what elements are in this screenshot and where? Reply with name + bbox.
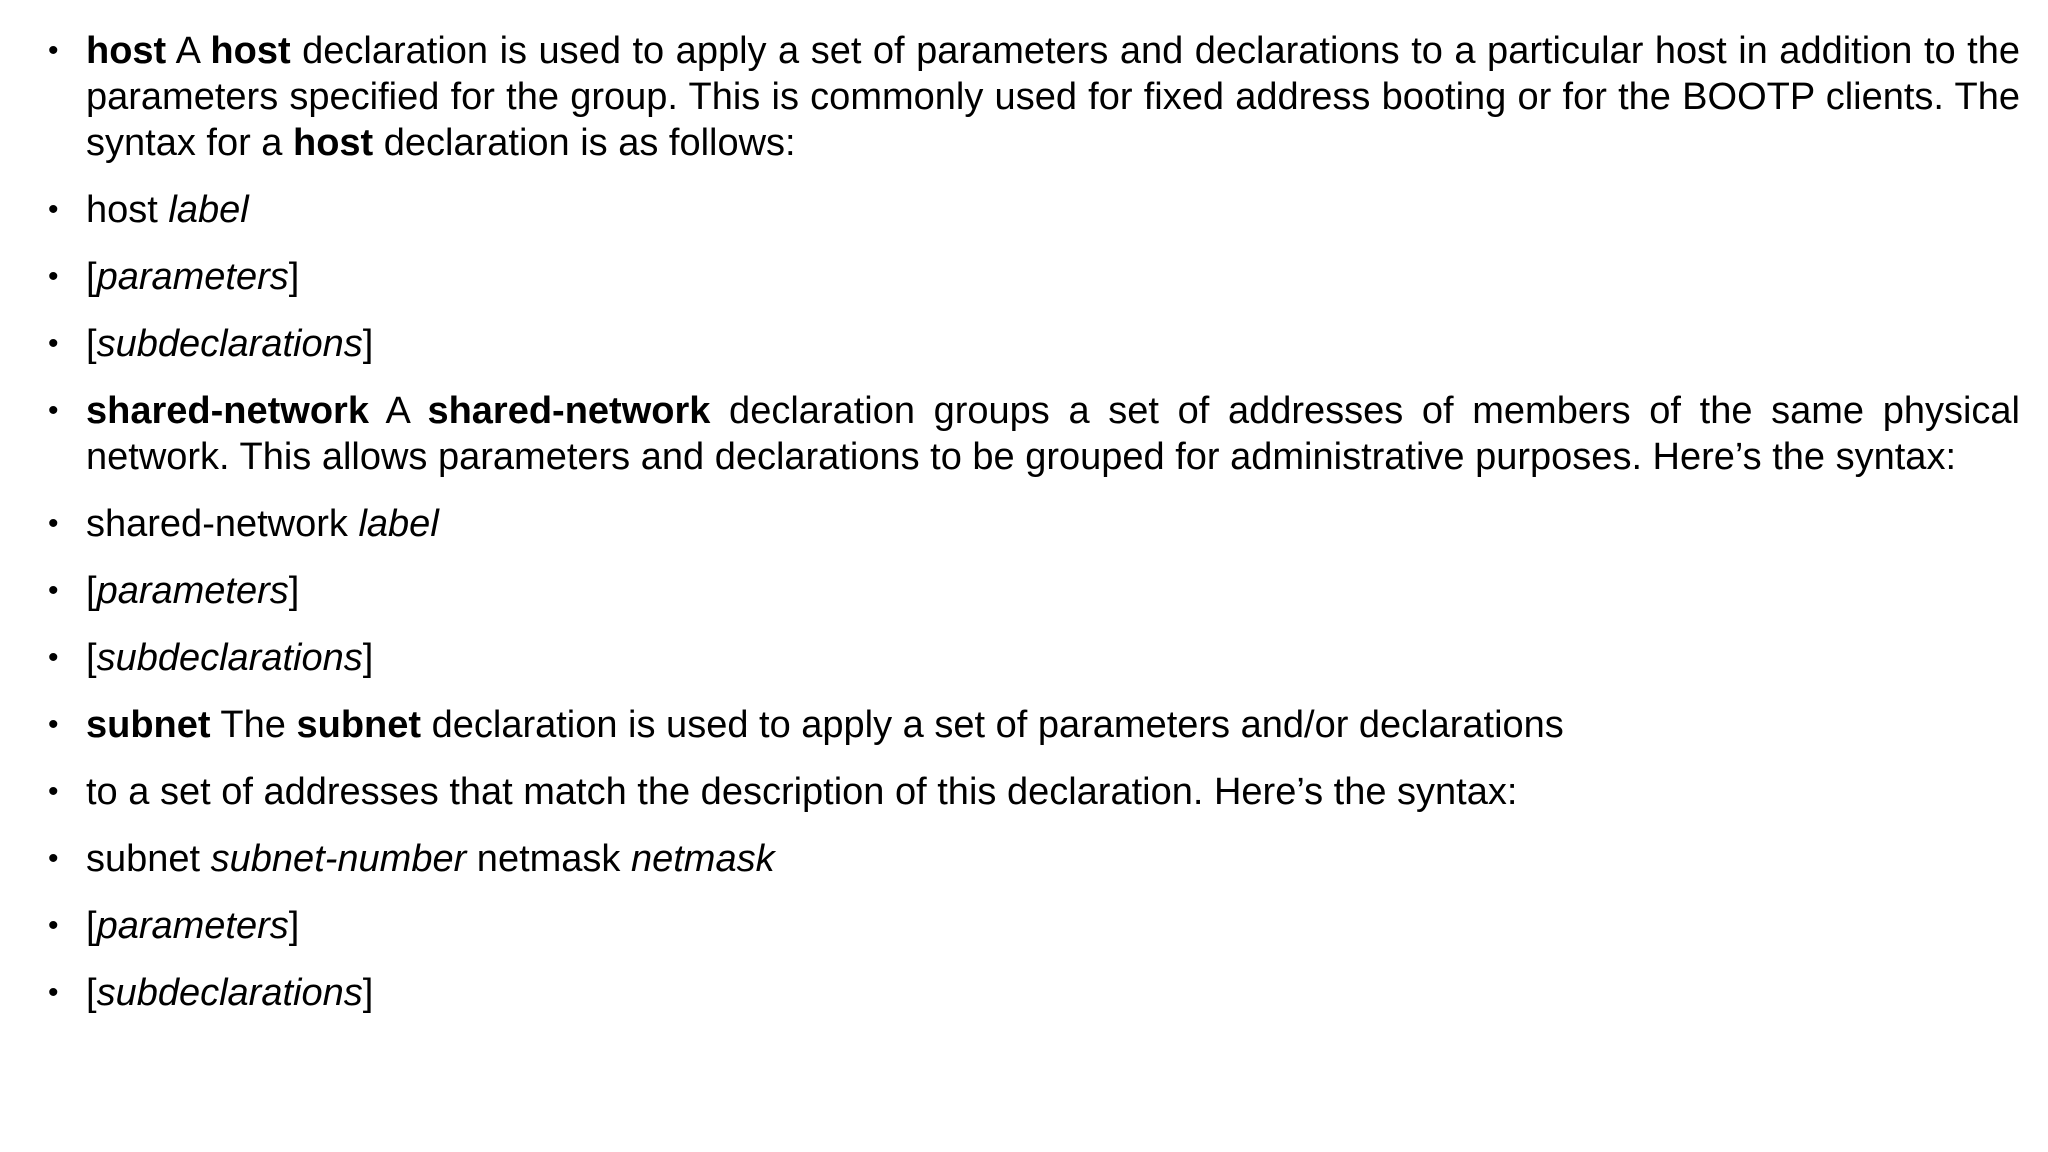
text-segment: declaration is used to apply a set of parameters and declarations to a particular host in addition to the parameters specified for the group. This is commonly used for fixed address booting or for the BOOTP clients. The syntax for a	[86, 30, 2020, 164]
bullet-dot-icon: •	[48, 507, 59, 540]
keyword-host: host	[292, 122, 374, 164]
bullet-dot-icon: •	[48, 775, 59, 808]
keyword-shared-network: shared-network	[86, 390, 369, 432]
bullet-dot-icon: •	[48, 34, 59, 67]
syntax-placeholder: parameters	[96, 256, 289, 298]
keyword-host: host	[210, 30, 291, 72]
text-segment: netmask	[466, 838, 631, 880]
text-segment: [	[86, 323, 97, 365]
text-segment: declaration is used to apply a set of parameters and/or declarations	[421, 704, 1564, 746]
syntax-placeholder: label	[358, 503, 439, 545]
keyword-subnet: subnet	[86, 704, 211, 746]
bullet-item-subdeclarations	[48, 321, 2020, 367]
bullet-dot-icon: •	[48, 708, 59, 741]
text-segment: [	[86, 905, 97, 947]
text-segment: The	[210, 704, 297, 746]
bullet-dot-icon: •	[48, 193, 59, 226]
text-segment: declaration is as follows:	[373, 122, 796, 164]
bullet-dot-icon: •	[48, 327, 59, 360]
bullet-dot-icon: •	[48, 394, 59, 427]
text-segment: [	[86, 637, 97, 679]
text-segment: ]	[362, 323, 374, 365]
bullet-item-subnet-description	[48, 702, 2020, 748]
keyword-subnet: subnet	[296, 704, 422, 746]
text-segment: [	[86, 972, 97, 1014]
syntax-placeholder: parameters	[96, 570, 289, 612]
bullet-item-shared-network-syntax	[48, 501, 2020, 547]
bullet-dot-icon: •	[48, 574, 59, 607]
text-segment: ]	[288, 905, 300, 947]
bullet-item-host-syntax	[48, 187, 2020, 233]
text-segment: ]	[288, 570, 300, 612]
text-segment: to a set of addresses that match the description of this declaration. Here’s the syntax:	[86, 771, 1518, 813]
syntax-placeholder: label	[168, 189, 249, 231]
text-segment: ]	[362, 637, 374, 679]
bullet-item-subdeclarations	[48, 635, 2020, 681]
bullet-dot-icon: •	[48, 260, 59, 293]
bullet-item-subnet-description-continued	[48, 769, 2020, 815]
bullet-item-host-description	[48, 28, 2020, 166]
syntax-placeholder: netmask	[630, 838, 775, 880]
bullet-dot-icon: •	[48, 842, 59, 875]
bullet-item-subnet-syntax	[48, 836, 2020, 882]
text-segment: [	[86, 570, 97, 612]
keyword-host: host	[86, 30, 167, 72]
bullet-dot-icon: •	[48, 909, 59, 942]
keyword-shared-network: shared-network	[427, 390, 711, 432]
bullet-item-subdeclarations	[48, 970, 2020, 1016]
text-segment: declaration groups a set of addresses of members of the same physical network. This allows parameters and declarations to be grouped for administrative purposes. Here’s the syntax:	[86, 390, 2020, 478]
syntax-placeholder: subdeclarations	[96, 323, 363, 365]
text-segment: subnet	[86, 838, 211, 880]
syntax-placeholder: parameters	[96, 905, 289, 947]
text-segment: host	[86, 189, 169, 231]
bullet-dot-icon: •	[48, 641, 59, 674]
bullet-item-parameters	[48, 903, 2020, 949]
bullet-item-parameters	[48, 254, 2020, 300]
text-segment: A	[368, 390, 428, 432]
bullet-item-shared-network-description	[48, 388, 2020, 480]
syntax-placeholder: subnet-number	[210, 838, 467, 880]
text-segment: shared-network	[86, 503, 359, 545]
bullet-list	[48, 28, 2020, 1037]
text-segment: [	[86, 256, 97, 298]
text-segment: ]	[362, 972, 374, 1014]
syntax-placeholder: subdeclarations	[96, 637, 363, 679]
text-segment: ]	[288, 256, 300, 298]
bullet-item-parameters	[48, 568, 2020, 614]
syntax-placeholder: subdeclarations	[96, 972, 363, 1014]
bullet-dot-icon: •	[48, 976, 59, 1009]
text-segment: A	[166, 30, 211, 72]
